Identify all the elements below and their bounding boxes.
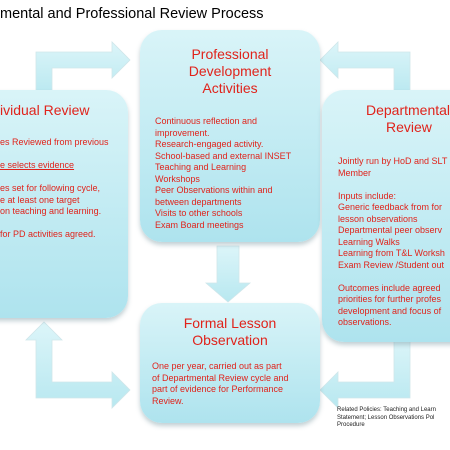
- pd-heading-line: Development: [188, 63, 272, 79]
- departmental-heading-line: Review: [386, 119, 432, 135]
- departmental-review-box: [322, 90, 450, 342]
- pd-line: Peer Observations within and: [155, 185, 273, 195]
- pd-line: Research-engaged activity.: [155, 139, 264, 149]
- departmental-line: Inputs include:: [338, 190, 397, 201]
- individual-line: es Reviewed from previous: [0, 137, 109, 147]
- arrow-pd-to-formal: [206, 246, 250, 302]
- individual-list: [0, 137, 109, 241]
- individual-heading: ividual Review: [0, 102, 90, 118]
- arrow-individual-to-pd: [36, 42, 130, 96]
- departmental-line: development and focus of: [338, 305, 442, 316]
- departmental-line: lesson observations: [338, 213, 418, 224]
- departmental-heading-line: Departmental: [366, 102, 450, 118]
- departmental-line: Exam Review /Student out: [338, 259, 445, 270]
- pd-heading-line: Activities: [202, 80, 258, 96]
- pd-line: Teaching and Learning: [155, 162, 247, 172]
- formal-heading-line: Formal Lesson: [183, 315, 277, 331]
- pd-line: improvement.: [155, 127, 210, 138]
- departmental-list: [338, 156, 447, 329]
- individual-line: e selects evidence: [0, 160, 75, 170]
- departmental-line: [338, 271, 447, 283]
- related-policies-note: [337, 407, 436, 430]
- individual-line: on teaching and learning.: [0, 206, 102, 216]
- departmental-line: Member: [338, 167, 372, 178]
- pd-line: between departments: [155, 196, 242, 207]
- departmental-line: [338, 179, 447, 191]
- pd-line: School-based and external INSET: [155, 150, 292, 161]
- formal-heading: [140, 315, 320, 349]
- departmental-line: Learning from T&L Worksh: [338, 248, 445, 258]
- pd-box: [140, 30, 320, 242]
- formal-line: Review.: [152, 395, 184, 406]
- pd-list: [155, 116, 291, 231]
- note-line: Procedure: [337, 422, 365, 428]
- individual-line: [0, 172, 109, 184]
- page-title: mental and Professional Review Process: [0, 6, 264, 22]
- individual-line: [0, 149, 109, 161]
- departmental-line: Jointly run by HoD and SLT: [338, 156, 448, 166]
- departmental-line: Departmental peer observ: [338, 225, 443, 235]
- formal-line: of Departmental Review cycle and: [152, 372, 289, 383]
- arrow-pd-to-departmental: [320, 42, 410, 96]
- pd-line: Continuous reflection and: [155, 116, 258, 126]
- formal-observation-box: [140, 303, 320, 423]
- pd-line: Visits to other schools: [155, 208, 243, 218]
- formal-list: [152, 361, 289, 407]
- departmental-line: priorities for further profes: [338, 294, 442, 304]
- individual-line: for PD activities agreed.: [0, 229, 96, 239]
- note-line: Related Policies: Teaching and Learn: [337, 407, 436, 413]
- formal-line: One per year, carried out as part: [152, 361, 282, 371]
- arrow-departmental-to-formal: [320, 338, 410, 408]
- formal-heading-line: Observation: [192, 332, 268, 348]
- departmental-line: Learning Walks: [338, 236, 400, 247]
- pd-heading: [140, 46, 320, 97]
- formal-line: part of evidence for Performance: [152, 384, 284, 394]
- pd-line: Exam Board meetings: [155, 219, 244, 230]
- departmental-heading: [322, 102, 450, 136]
- individual-line: es set for following cycle,: [0, 183, 101, 193]
- pd-line: Workshops: [155, 173, 200, 184]
- individual-line: e at least one target: [0, 194, 80, 205]
- pd-heading-line: Professional: [191, 46, 269, 62]
- note-line: Statement; Lesson Observations Pol: [337, 414, 435, 421]
- individual-review-box: [0, 90, 128, 318]
- individual-line: [0, 218, 109, 230]
- departmental-line: Outcomes include agreed: [338, 282, 441, 293]
- departmental-line: Generic feedback from for: [338, 202, 443, 212]
- departmental-line: observations.: [338, 317, 392, 327]
- arrow-formal-to-individual: [26, 322, 130, 408]
